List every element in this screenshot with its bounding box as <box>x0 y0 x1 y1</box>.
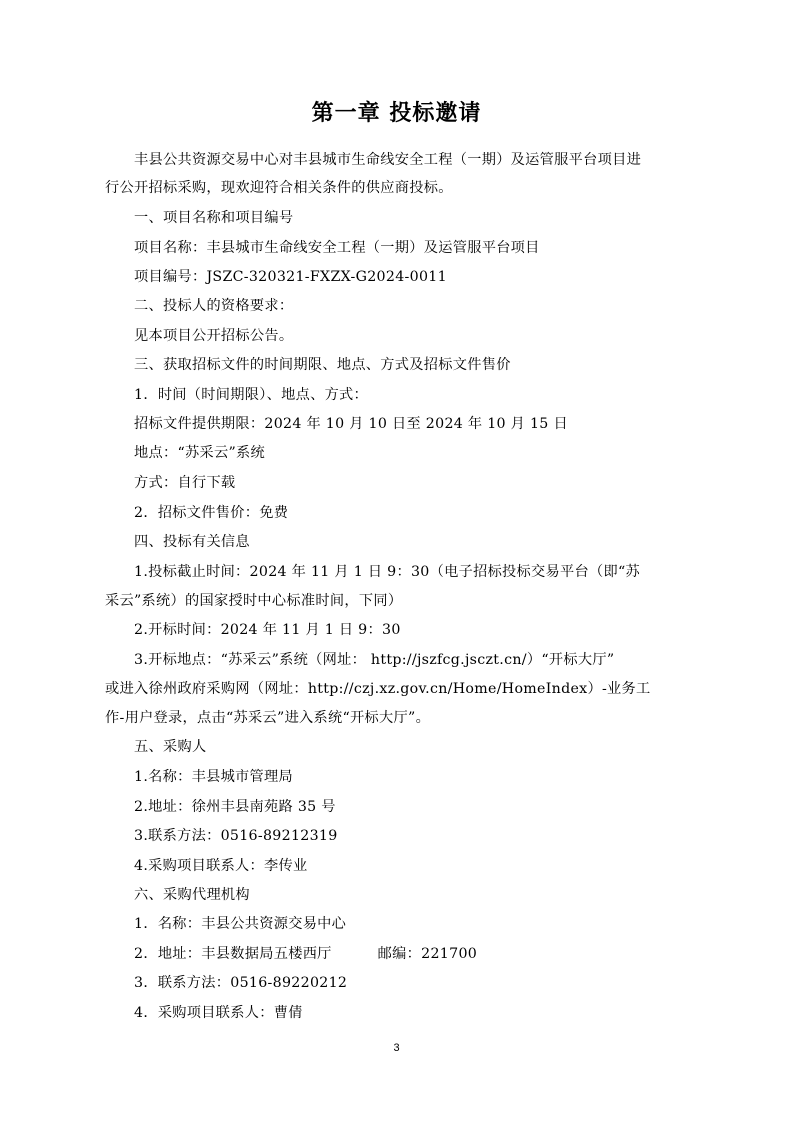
bid-deadline-line-2: 采云”系统）的国家授时中心标准时间，下同） <box>105 593 403 609</box>
bid-deadline-line-1: 1.投标截止时间：2024 年 11 月 1 日 9：30（电子招标投标交易平台（即“苏 <box>134 564 641 580</box>
purchaser-phone: 3.联系方法：0516-89212319 <box>134 828 338 844</box>
intro-line-2: 行公开招标采购，现欢迎符合相关条件的供应商投标。 <box>105 180 453 196</box>
project-name: 项目名称：丰县城市生命线安全工程（一期）及运管服平台项目 <box>134 240 540 256</box>
agency-postcode: 邮编：221700 <box>377 946 478 962</box>
agency-address-line <box>134 944 477 964</box>
intro-line-1: 丰县公共资源交易中心对丰县城市生命线安全工程（一期）及运管服平台项目进 <box>134 152 642 168</box>
section-4-heading: 四、投标有关信息 <box>134 534 250 550</box>
bid-location-line-1: 3.开标地点：“苏采云”系统（网址： http://jszfcg.jsczt.cn/）“开标大厅” <box>134 652 615 668</box>
section-1-heading: 一、项目名称和项目编号 <box>134 210 294 226</box>
bid-location-line-3: 作-用户登录，点击“苏采云”进入系统“开标大厅”。 <box>105 710 431 726</box>
document-price: 2．招标文件售价：免费 <box>134 505 289 521</box>
bid-location-line-2: 或进入徐州政府采购网（网址：http://czj.xz.gov.cn/Home/HomeIndex）-业务工 <box>105 681 651 697</box>
qualification-text: 见本项目公开招标公告。 <box>134 328 294 344</box>
page-title: 第一章 投标邀请 <box>311 101 482 126</box>
agency-name: 1．名称：丰县公共资源交易中心 <box>134 916 347 932</box>
time-place-method: 1．时间（时间期限）、地点、方式： <box>134 387 369 403</box>
purchaser-name: 1.名称：丰县城市管理局 <box>134 769 294 785</box>
agency-contact: 4．采购项目联系人：曹倩 <box>134 1005 303 1021</box>
section-6-heading: 六、采购代理机构 <box>134 887 250 903</box>
purchaser-address: 2.地址：徐州丰县南苑路 35 号 <box>134 799 336 815</box>
purchaser-contact: 4.采购项目联系人：李传业 <box>134 858 308 874</box>
bid-opening-time: 2.开标时间：2024 年 11 月 1 日 9：30 <box>134 622 401 638</box>
agency-phone: 3．联系方法：0516-89220212 <box>134 975 348 991</box>
section-2-heading: 二、投标人的资格要求： <box>134 298 294 314</box>
agency-address: 2．地址：丰县数据局五楼西厅 <box>134 946 332 962</box>
page-number: 3 <box>393 1042 400 1054</box>
document-period: 招标文件提供期限：2024 年 10 月 10 日至 2024 年 10 月 15 日 <box>134 416 568 432</box>
project-code: 项目编号：JSZC-320321-FXZX-G2024-0011 <box>134 269 447 285</box>
section-5-heading: 五、采购人 <box>134 739 207 755</box>
section-3-heading: 三、获取招标文件的时间期限、地点、方式及招标文件售价 <box>134 357 511 373</box>
document-place: 地点：“苏采云”系统 <box>134 445 266 461</box>
document-method: 方式：自行下载 <box>134 475 236 491</box>
